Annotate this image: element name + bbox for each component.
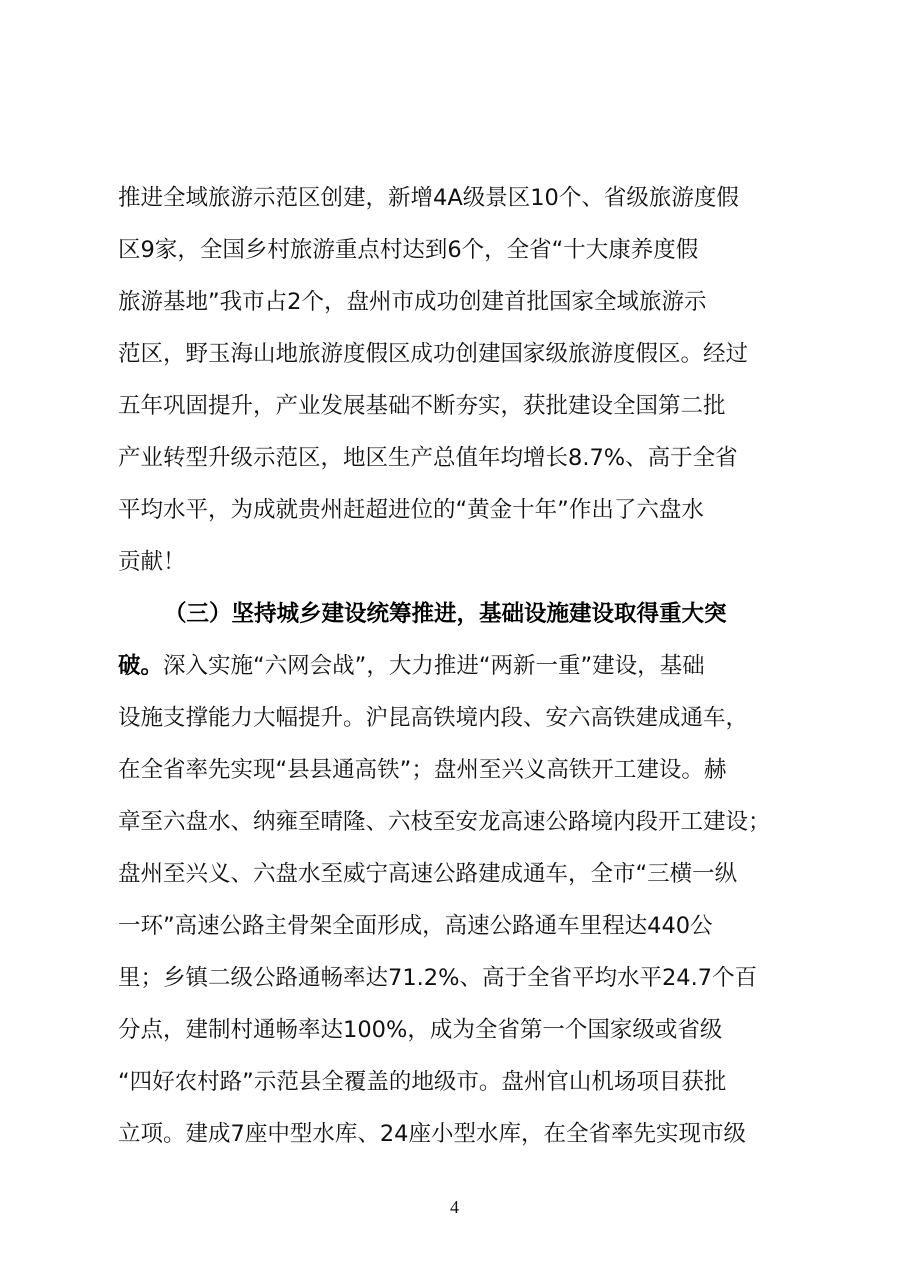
body-text-line: 范区，野玉海山地旅游度假区成功创建国家级旅游度假区。经过 — [118, 341, 749, 367]
section-heading-end: 破。 — [118, 653, 164, 679]
page-number: 4 — [450, 1197, 459, 1217]
body-text-line: 章至六盘水、纳雍至晴隆、六枝至安龙高速公路境内段开工建设； — [118, 809, 771, 835]
body-text-line: 贡献！ — [118, 549, 186, 575]
body-text-line: “四好农村路”示范县全覆盖的地级市。盘州官山机场项目获批 — [118, 1069, 727, 1095]
body-text-line: 推进全域旅游示范区创建，新增4A级景区10个、省级旅游度假 — [118, 185, 739, 211]
body-text-line: 平均水平，为成就贵州赶超进位的“黄金十年”作出了六盘水 — [118, 497, 704, 523]
section-heading-continuation — [118, 646, 798, 686]
body-text-line: 立项。建成7座中型水库、24座小型水库，在全省率先实现市级 — [118, 1121, 746, 1147]
body-text-segment: 深入实施“六网会战”，大力推进“两新一重”建设，基础 — [163, 653, 705, 679]
body-text-line: 盘州至兴义、六盘水至威宁高速公路建成通车，全市“三横一纵 — [118, 861, 738, 887]
body-text-line: 分点，建制村通畅率达100%，成为全省第一个国家级或省级 — [118, 1017, 723, 1043]
section-heading: （三）坚持城乡建设统筹推进，基础设施建设取得重大突 — [164, 601, 727, 627]
body-text-line: 产业转型升级示范区，地区生产总值年均增长8.7%、高于全省 — [118, 445, 738, 471]
body-text-line: 五年巩固提升，产业发展基础不断夯实，获批建设全国第二批 — [118, 393, 726, 419]
body-text-line: 区9家，全国乡村旅游重点村达到6个，全省“十大康养度假 — [118, 237, 699, 263]
body-text-line: 旅游基地”我市占2个，盘州市成功创建首批国家全域旅游示 — [118, 289, 707, 315]
body-text-line: 在全省率先实现“县县通高铁”；盘州至兴义高铁开工建设。赫 — [118, 757, 727, 783]
body-text-line: 一环”高速公路主骨架全面形成，高速公路通车里程达440公 — [118, 913, 713, 939]
body-text-line: 设施支撑能力大幅提升。沪昆高铁境内段、安六高铁建成通车， — [118, 705, 749, 731]
body-text-line: 里；乡镇二级公路通畅率达71.2%、高于全省平均水平24.7个百 — [118, 965, 758, 991]
